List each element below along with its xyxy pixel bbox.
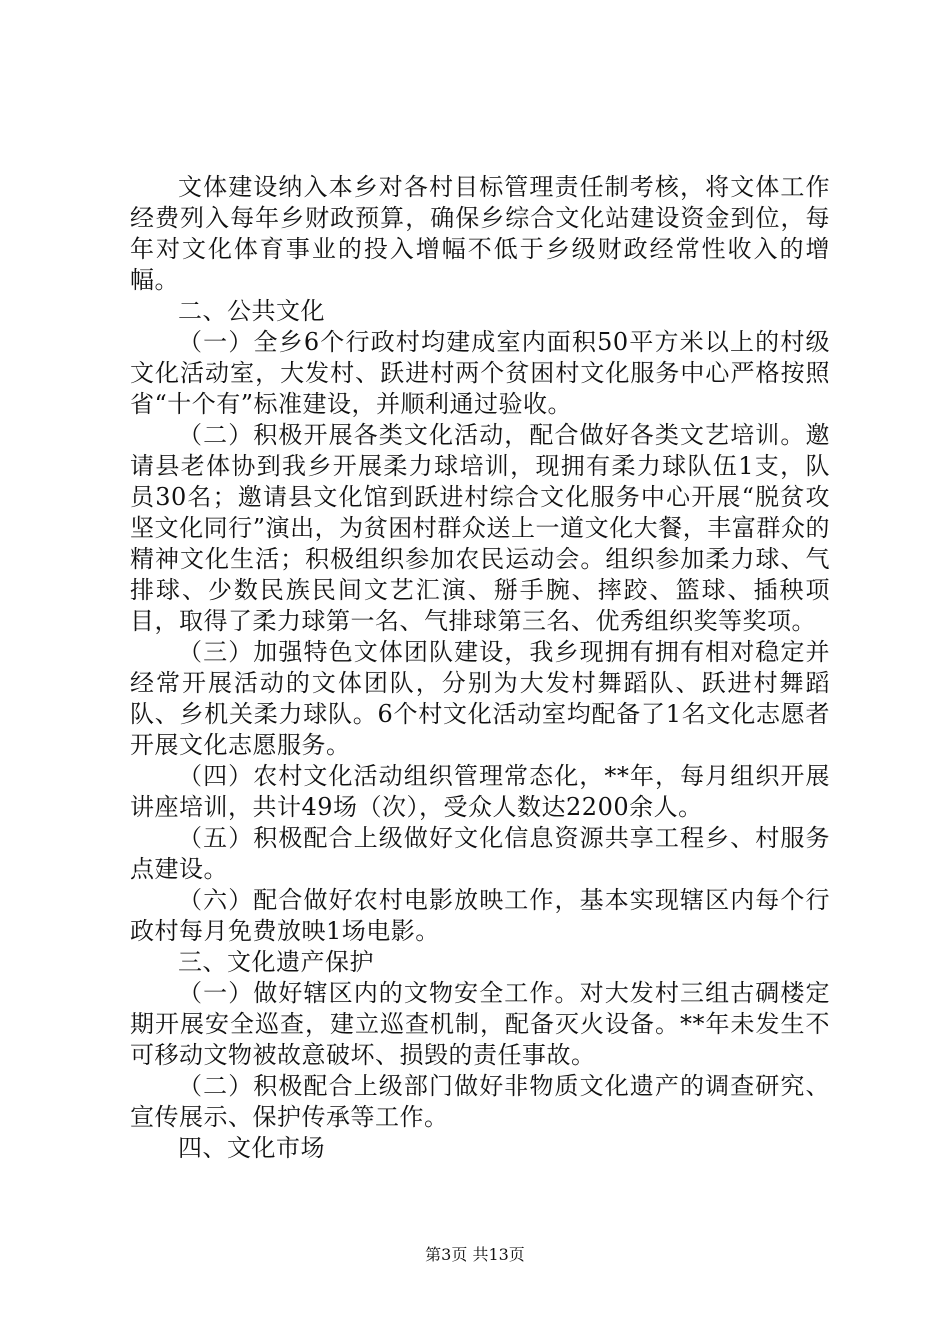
paragraph-funding: 文体建设纳入本乡对各村目标管理责任制考核，将文体工作经费列入每年乡财政预算，确保乡综合文化站建设资金到位，每年对文化体育事业的投入增幅不低于乡级财政经常性收入的增幅。: [130, 173, 830, 294]
document-body: [130, 172, 830, 1164]
paragraph-heritage-1: （一）做好辖区内的文物安全工作。对大发村三组古碉楼定期开展安全巡查，建立巡查机制，配备灭火设备。**年未发生不可移动文物被故意破坏、损毁的责任事故。: [130, 979, 830, 1069]
heading-culture-market: 四、文化市场: [178, 1134, 325, 1162]
paragraph-public-culture-3: （三）加强特色文体团队建设，我乡现拥有拥有相对稳定并经常开展活动的文体团队，分别为大发村舞蹈队、跃进村舞蹈队、乡机关柔力球队。6个村文化活动室均配备了1名文化志愿者开展文化志愿服务。: [130, 638, 830, 759]
paragraph-public-culture-5: （五）积极配合上级做好文化信息资源共享工程乡、村服务点建设。: [130, 824, 830, 883]
page-footer: 第3页 共13页: [425, 1245, 525, 1264]
paragraph-public-culture-1: （一）全乡6个行政村均建成室内面积50平方米以上的村级文化活动室，大发村、跃进村两个贫困村文化服务中心严格按照省“十个有”标准建设，并顺利通过验收。: [130, 328, 830, 418]
heading-public-culture: 二、公共文化: [178, 297, 325, 325]
paragraph-public-culture-2: （二）积极开展各类文化活动，配合做好各类文艺培训。邀请县老体协到我乡开展柔力球培训，现拥有柔力球队伍1支，队员30名；邀请县文化馆到跃进村综合文化服务中心开展“脱贫攻坚文化同行”演出，为贫困村群众送上一道文化大餐，丰富群众的精神文化生活；积极组织参加农民运动会。组织参加柔力球、气排球、少数民族民间文艺汇演、掰手腕、摔跤、篮球、插秧项目，取得了柔力球第一名、气排球第三名、优秀组织奖等奖项。: [130, 421, 830, 635]
paragraph-heritage-2: （二）积极配合上级部门做好非物质文化遗产的调查研究、宣传展示、保护传承等工作。: [130, 1072, 830, 1131]
paragraph-public-culture-6: （六）配合做好农村电影放映工作，基本实现辖区内每个行政村每月免费放映1场电影。: [130, 886, 830, 945]
paragraph-public-culture-4: （四）农村文化活动组织管理常态化，**年，每月组织开展讲座培训，共计49场（次），受众人数达2200余人。: [130, 762, 830, 821]
heading-heritage-protection: 三、文化遗产保护: [178, 948, 374, 976]
